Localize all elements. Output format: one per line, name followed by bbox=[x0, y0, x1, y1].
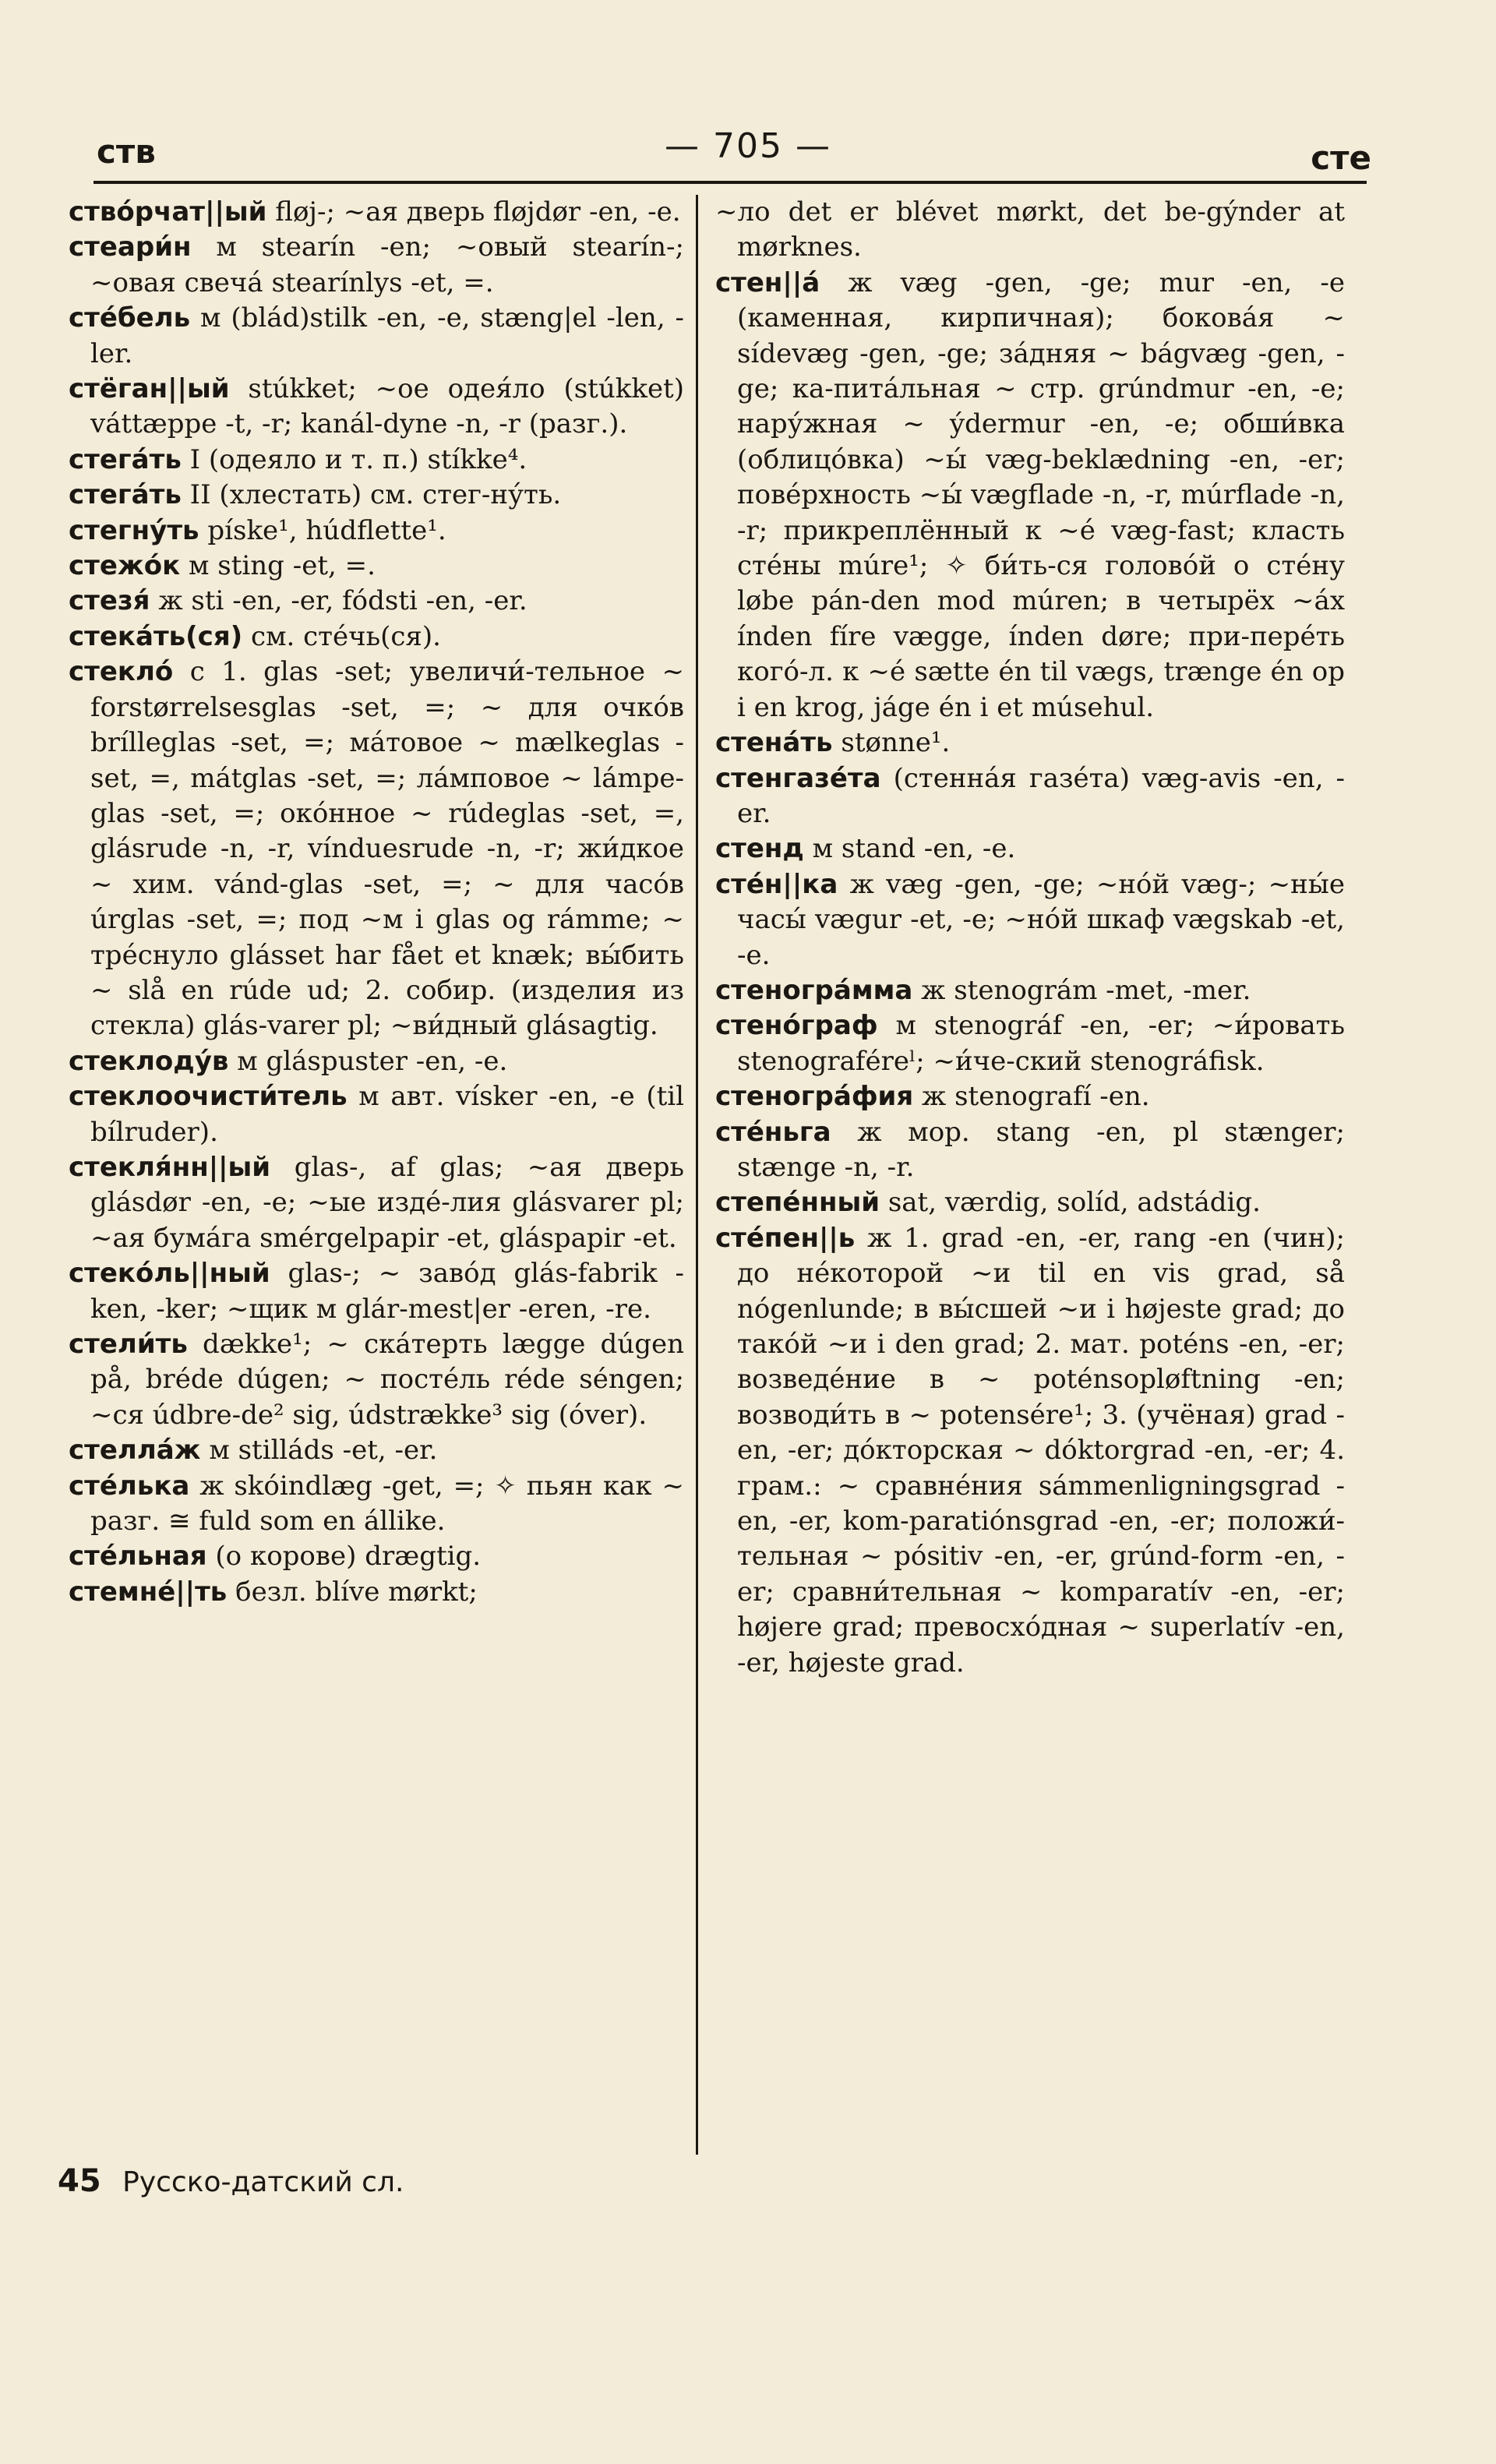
dictionary-entry: стега́ть II (хлестать) см. стег-ну́ть. bbox=[69, 479, 562, 511]
dictionary-entry: сте́льная (о корове) drægtig. bbox=[69, 1541, 482, 1573]
left-guide-word: ств bbox=[97, 132, 156, 171]
dictionary-entry: ~ло det er blévet mørkt, det be-gýnder at mørknes. bbox=[715, 196, 1345, 263]
headword: стемне́||ть bbox=[69, 1576, 228, 1608]
headword: стеко́ль||ный bbox=[69, 1258, 270, 1290]
signature-title: Русско-датский сл. bbox=[122, 2166, 404, 2198]
dictionary-entry: сте́бель м (blád)stilk -en, -e, stæng|el -len, -ler. bbox=[69, 302, 684, 369]
dictionary-entry: сте́лька ж skóindlæg -get, =; ✧ пьян как ~ разг. ≅ fuld som en állike. bbox=[69, 1470, 684, 1537]
headword: стено́граф bbox=[715, 1010, 878, 1042]
dictionary-entry: стека́ть(ся) см. сте́чь(ся). bbox=[69, 620, 441, 652]
headword: стенд bbox=[715, 833, 804, 865]
dictionary-entry: стена́ть stønne¹. bbox=[715, 727, 951, 759]
dictionary-entry: стега́ть I (одеяло и т. п.) stíkke⁴. bbox=[69, 443, 527, 475]
dictionary-entry: стели́ть dække¹; ~ ска́терть lægge dúgen på, bréde dúgen; ~ посте́ль réde séngen; ~ся údbre-de² sig, údstrække³ sig (óver). bbox=[69, 1329, 684, 1431]
page-number: — 705 — bbox=[665, 126, 831, 166]
dictionary-entry: стежо́к м sting -et, =. bbox=[69, 550, 376, 582]
headword: стеклоду́в bbox=[69, 1045, 229, 1077]
dictionary-entry: сте́ньга ж мор. stang -en, pl stænger; stænge -n, -r. bbox=[715, 1116, 1345, 1183]
headword: стекля́нн||ый bbox=[69, 1151, 271, 1183]
dictionary-entry: стенд м stand -en, -e. bbox=[715, 833, 1016, 865]
dictionary-entry: стеко́ль||ный glas-; ~ заво́д glás-fabrik -ken, -ker; ~щик м glár-mest|er -eren, -re. bbox=[69, 1258, 684, 1325]
dictionary-entry: стезя́ ж sti -en, -er, fódsti -en, -er. bbox=[69, 585, 527, 617]
dictionary-entry: стеари́н м stearín -en; ~овый stearín-; ~овая свеча́ stearínlys -et, =. bbox=[69, 231, 684, 298]
headword: стеари́н bbox=[69, 231, 192, 263]
dictionary-entry: стелла́ж м stilláds -et, -er. bbox=[69, 1435, 438, 1467]
header-rule bbox=[94, 181, 1367, 184]
headword: стена́ть bbox=[715, 727, 833, 759]
dictionary-entry: стен||а́ ж væg -gen, -ge; mur -en, -e (каменная, кирпичная); бокова́я ~ sídevæg -gen, -ge; за́дняя ~ bágvæg -gen, -ge; ка-пита́льная ~ стр. grúndmur -en, -e; нару́жная ~ ýdermur -en, -e; обши́вка (облицо́вка) ~ы́ væg-beklædning -en, -er; пове́рхность ~ы́ vægflade -n, -r, múrflade -n, -r; прикреплённый к ~е́ væg-fast; класть сте́ны múre¹; ✧ би́ть-ся голово́й о сте́ну løbe pán-den mod múren; в четырёх ~а́х índen fíre vægge, índen døre; при-пере́ть кого́-л. к ~е́ sætte én til vægs, trænge én op i en krog, jáge én i et músehul. bbox=[715, 267, 1345, 723]
headword: стелла́ж bbox=[69, 1435, 201, 1467]
dictionary-entry: стекло́ с 1. glas -set; увеличи́-тельное ~ forstørrelsesglas -set, =; ~ для очко́в brílleglas -set, =; ма́товое ~ mælkeglas -set, =, mátglas -set, =; ла́мповое ~ lámpe-glas -set, =; око́нное ~ rúdeglas -set, =, glásrude -n, -r, vínduesrude -n, -r; жи́дкое ~ хим. vánd-glas -set, =; ~ для часо́в úrglas -set, =; под ~м i glas og rámme; ~ тре́снуло glásset har fået et knæk; вы́бить ~ slå en rúde ud; 2. собир. (изделия из стекла) glás-varer pl; ~ви́дный glásagtig. bbox=[69, 656, 684, 1042]
headword: степе́нный bbox=[715, 1187, 880, 1219]
dictionary-entry: стекля́нн||ый glas-, af glas; ~ая дверь glásdør -en, -e; ~ые изде́-лия glásvarer pl; ~ая бума́га smérgelpapir -et, gláspapir -et. bbox=[69, 1151, 684, 1254]
dictionary-entry: стеклоду́в м gláspuster -en, -e. bbox=[69, 1045, 508, 1077]
dictionary-entry: стеногра́мма ж stenográm -met, -mer. bbox=[715, 974, 1251, 1006]
headword: сте́бель bbox=[69, 302, 191, 334]
dictionary-entry: стеклоочисти́тель м авт. vísker -en, -e (til bílruder). bbox=[69, 1081, 684, 1148]
headword: стеклоочисти́тель bbox=[69, 1081, 348, 1113]
headword: стеногра́фия bbox=[715, 1081, 914, 1113]
headword: стезя́ bbox=[69, 585, 150, 617]
dictionary-entry: степе́нный sat, værdig, solíd, adstádig. bbox=[715, 1187, 1261, 1219]
right-guide-word: сте bbox=[1311, 139, 1371, 177]
dictionary-entry: стеногра́фия ж stenografí -en. bbox=[715, 1081, 1150, 1113]
headword: сте́н||ка bbox=[715, 868, 838, 900]
dictionary-entry: ство́рчат||ый fløj-; ~ая дверь fløjdør -en, -e. bbox=[69, 196, 681, 228]
headword: стега́ть bbox=[69, 479, 182, 511]
dictionary-entry: стемне́||ть безл. blíve mørkt; bbox=[69, 1576, 478, 1608]
headword: стега́ть bbox=[69, 443, 182, 475]
left-column bbox=[69, 195, 684, 1610]
headword: стека́ть(ся) bbox=[69, 620, 243, 652]
headword: стен||а́ bbox=[715, 267, 820, 298]
dictionary-entry: сте́пен||ь ж 1. grad -en, -er, rang -en (чин); до не́которой ~и til en vis grad, så nógenlunde; в вы́сшей ~и i højeste grad; до тако́й ~и i den grad; 2. мат. poténs -en, -er; возведе́ние в ~ poténsopløftning -en; возводи́ть в ~ potensére¹; 3. (учёная) grad -en, -er; до́кторская ~ dóktorgrad -en, -er; 4. грам.: ~ сравне́ния sámmenligningsgrad -en, -er, kom-paratiónsgrad -en, -er; положи́-тельная ~ pósitiv -en, -er, grúnd-form -en, -er; сравни́тельная ~ komparatív -en, -er; højere grad; превосхо́дная ~ superlatív -en, -er, højeste grad. bbox=[715, 1222, 1345, 1679]
dictionary-entry: стенгазе́та (стенна́я газе́та) væg-avis -en, -er. bbox=[715, 762, 1345, 829]
headword: стежо́к bbox=[69, 550, 181, 582]
headword: стегну́ть bbox=[69, 514, 199, 546]
headword: стёган||ый bbox=[69, 373, 230, 405]
headword: сте́лька bbox=[69, 1470, 190, 1502]
dictionary-entry: стёган||ый stúkket; ~ое одея́ло (stúkket) váttæppe -t, -r; kanál-dyne -n, -r (разг.). bbox=[69, 373, 684, 440]
headword: стенгазе́та bbox=[715, 762, 881, 794]
column-divider bbox=[696, 195, 698, 2155]
headword: сте́ньга bbox=[715, 1116, 831, 1148]
dictionary-entry: стено́граф м stenográf -en, -er; ~и́ровать stenograféreˡ; ~и́че-ский stenográfisk. bbox=[715, 1010, 1345, 1077]
headword: сте́пен||ь bbox=[715, 1222, 856, 1254]
headword: стекло́ bbox=[69, 656, 174, 688]
signature-number: 45 bbox=[58, 2163, 101, 2199]
headword: сте́льная bbox=[69, 1541, 207, 1573]
dictionary-entry: сте́н||ка ж væg -gen, -ge; ~но́й væg-; ~ны́е часы́ vægur -et, -e; ~но́й шкаф vægskab -et, -e. bbox=[715, 868, 1345, 971]
right-column bbox=[715, 195, 1345, 1681]
footer-signature bbox=[58, 2163, 404, 2199]
headword: стели́ть bbox=[69, 1329, 188, 1360]
headword: ство́рчат||ый bbox=[69, 196, 267, 228]
dictionary-entry: стегну́ть píske¹, húdflette¹. bbox=[69, 514, 446, 546]
headword: стеногра́мма bbox=[715, 974, 913, 1006]
